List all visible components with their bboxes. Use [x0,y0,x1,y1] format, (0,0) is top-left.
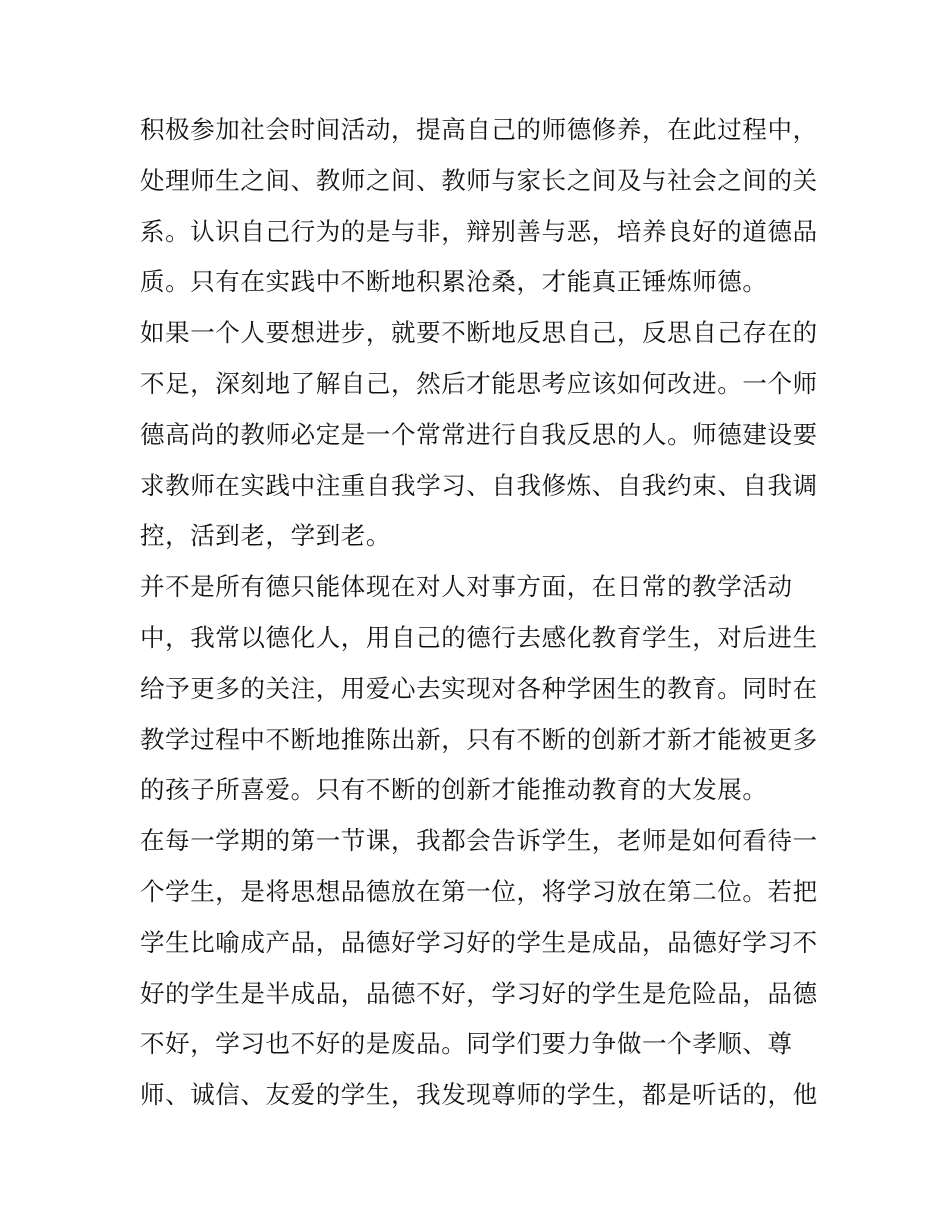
text-line: 教学过程中不断地推陈出新，只有不断的创新才新才能被更多 [140,724,818,754]
text-line: 师、诚信、友爱的学生，我发现尊师的学生，都是听话的，他 [140,1080,818,1110]
text-line: 学生比喻成产品，品德好学习好的学生是成品，品德好学习不 [140,927,818,957]
text-line: 并不是所有德只能体现在对人对事方面，在日常的教学活动 [140,572,793,602]
text-line: 德高尚的教师必定是一个常常进行自我反思的人。师德建设要 [140,419,818,449]
text-line: 的孩子所喜爱。只有不断的创新才能推动教育的大发展。 [140,775,768,805]
text-line: 在每一学期的第一节课，我都会告诉学生，老师是如何看待一 [140,826,818,856]
text-line: 中，我常以德化人，用自己的德行去感化教育学生，对后进生 [140,622,818,652]
text-line: 系。认识自己行为的是与非，辩别善与恶，培养良好的道德品 [140,216,818,246]
text-line: 好的学生是半成品，品德不好，学习好的学生是危险品，品德 [140,978,818,1008]
text-line: 求教师在实践中注重自我学习、自我修炼、自我约束、自我调 [140,470,818,500]
text-line: 个学生，是将思想品德放在第一位，将学习放在第二位。若把 [140,876,818,906]
text-line: 不足，深刻地了解自己，然后才能思考应该如何改进。一个师 [140,368,818,398]
text-line: 积极参加社会时间活动，提高自己的师德修养，在此过程中， [140,115,818,144]
text-line: 如果一个人要想进步，就要不断地反思自己，反思自己存在的 [140,318,818,348]
document-body [140,105,820,1121]
text-line: 质。只有在实践中不断地积累沧桑，才能真正锤炼师德。 [140,267,768,297]
text-line: 不好，学习也不好的是废品。同学们要力争做一个孝顺、尊 [140,1029,793,1059]
text-line: 处理师生之间、教师之间、教师与家长之间及与社会之间的关 [140,165,818,195]
text-line: 控，活到老，学到老。 [140,521,391,551]
text-line: 给予更多的关注，用爱心去实现对各种学困生的教育。同时在 [140,673,818,703]
